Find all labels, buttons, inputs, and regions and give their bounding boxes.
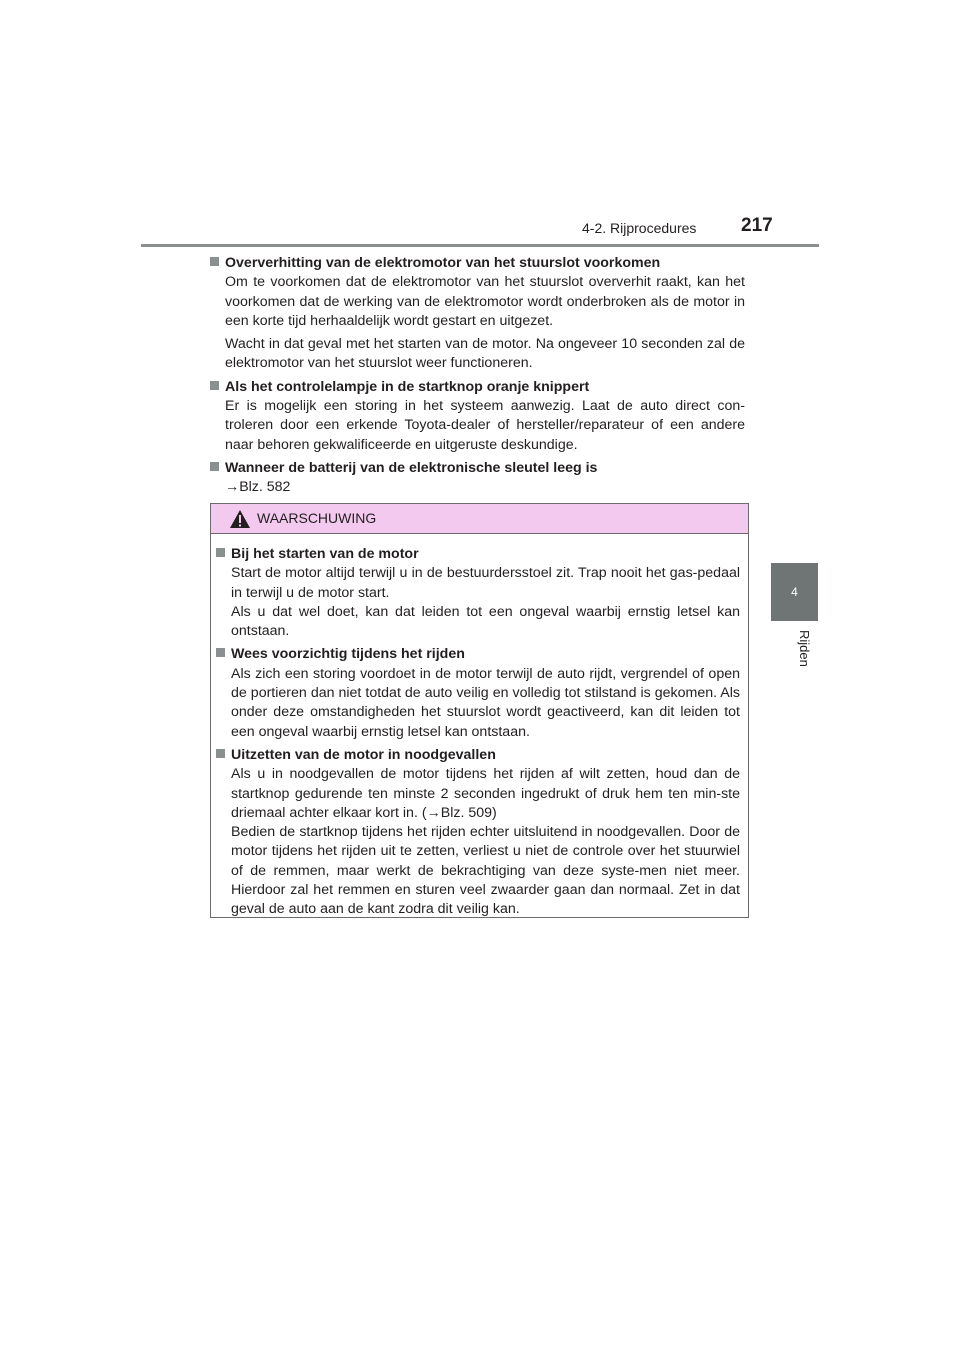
square-bullet-icon [216,648,225,657]
warning-body [211,534,748,920]
chapter-number: 4 [791,585,798,599]
warning-item [216,645,740,741]
warning-item [216,746,740,920]
item-paragraph: Wacht in dat geval met het starten van de motor. Na ongeveer 10 seconden zal de elektromotor van het stuurslot weer functioneren. [225,336,745,372]
header-rule [141,244,819,247]
square-bullet-icon [216,548,225,557]
warning-paragraph: Als zich een storing voordoet in de motor terwijl de auto rijdt, vergrendel of open de portieren dan niet totdat de auto veilig en volledig tot stilstand is gekomen. Als onder deze omstandigheden het stuurslot wordt geactiveerd, kan dit leiden tot een ongeval waarbij ernstig letsel kan ontstaan. [231,665,740,740]
item-paragraph: Er is mogelijk een storing in het systeem aanwezig. Laat de auto direct con-troleren door een erkende Toyota-dealer of hersteller/reparateur of een andere naar behoren gekwalificeerde en uitgeruste deskundige. [225,398,745,453]
warning-item [216,545,740,641]
warning-item-title: Wees voorzichtig tijdens het rijden [231,646,465,663]
main-content [210,254,745,502]
info-item [210,459,745,498]
warning-triangle-icon [229,509,251,529]
item-paragraph: Om te voorkomen dat de elektromotor van het stuurslot oververhit raakt, kan het voorkomen dat de werking van de elektromotor wordt onderbroken als de motor in een korte tijd herhaaldelijk wordt gestart en uitgezet. [225,274,745,329]
page-reference-link[interactable]: →Blz. 582 [225,479,291,496]
item-title: Oververhitting van de elektromotor van het stuurslot voorkomen [225,255,661,271]
section-title: 4-2. Rijprocedures [582,220,697,236]
info-item [210,378,745,455]
warning-item-title: Uitzetten van de motor in noodgevallen [231,746,496,763]
chapter-label: Rijden [797,630,812,667]
item-title: Wanneer de batterij van de elektronische sleutel leeg is [225,459,598,476]
warning-paragraph: Als u dat wel doet, kan dat leiden tot een ongeval waarbij ernstig letsel kan ontstaan. [231,603,740,640]
warning-paragraph: Als u in noodgevallen de motor tijdens het rijden af wilt zetten, houd dan de startknop gedurende ten minste 2 seconden ingedrukt of druk hem ten min-ste driemaal achter elkaar kort in. (→Blz. 509) [231,766,740,821]
square-bullet-icon [216,749,225,758]
warning-label: WAARSCHUWING [257,510,377,526]
warning-paragraph: Bedien de startknop tijdens het rijden echter uitsluitend in noodgevallen. Door de motor tijdens het rijden uit te zetten, verliest u niet de controle over het stuurwiel of de remmen, maar werkt de bekrachtiging van deze syste-men niet meer. Hierdoor zal het remmen en sturen veel zwaarder gaan dan normaal. Zet in dat geval de auto aan de kant zodra dit veilig kan. [231,824,740,918]
warning-item-title: Bij het starten van de motor [231,546,419,562]
square-bullet-icon [210,381,219,390]
warning-paragraph: Start de motor altijd terwijl u in de bestuurdersstoel zit. Trap nooit het gas-pedaal in terwijl u de motor start. [231,565,740,601]
square-bullet-icon [210,257,219,266]
chapter-tab [771,563,818,621]
warning-header [211,504,748,534]
square-bullet-icon [210,462,219,471]
warning-box [210,503,749,918]
info-item [210,254,745,374]
item-title: Als het controlelampje in de startknop oranje knippert [225,378,590,395]
page-number: 217 [741,215,773,236]
